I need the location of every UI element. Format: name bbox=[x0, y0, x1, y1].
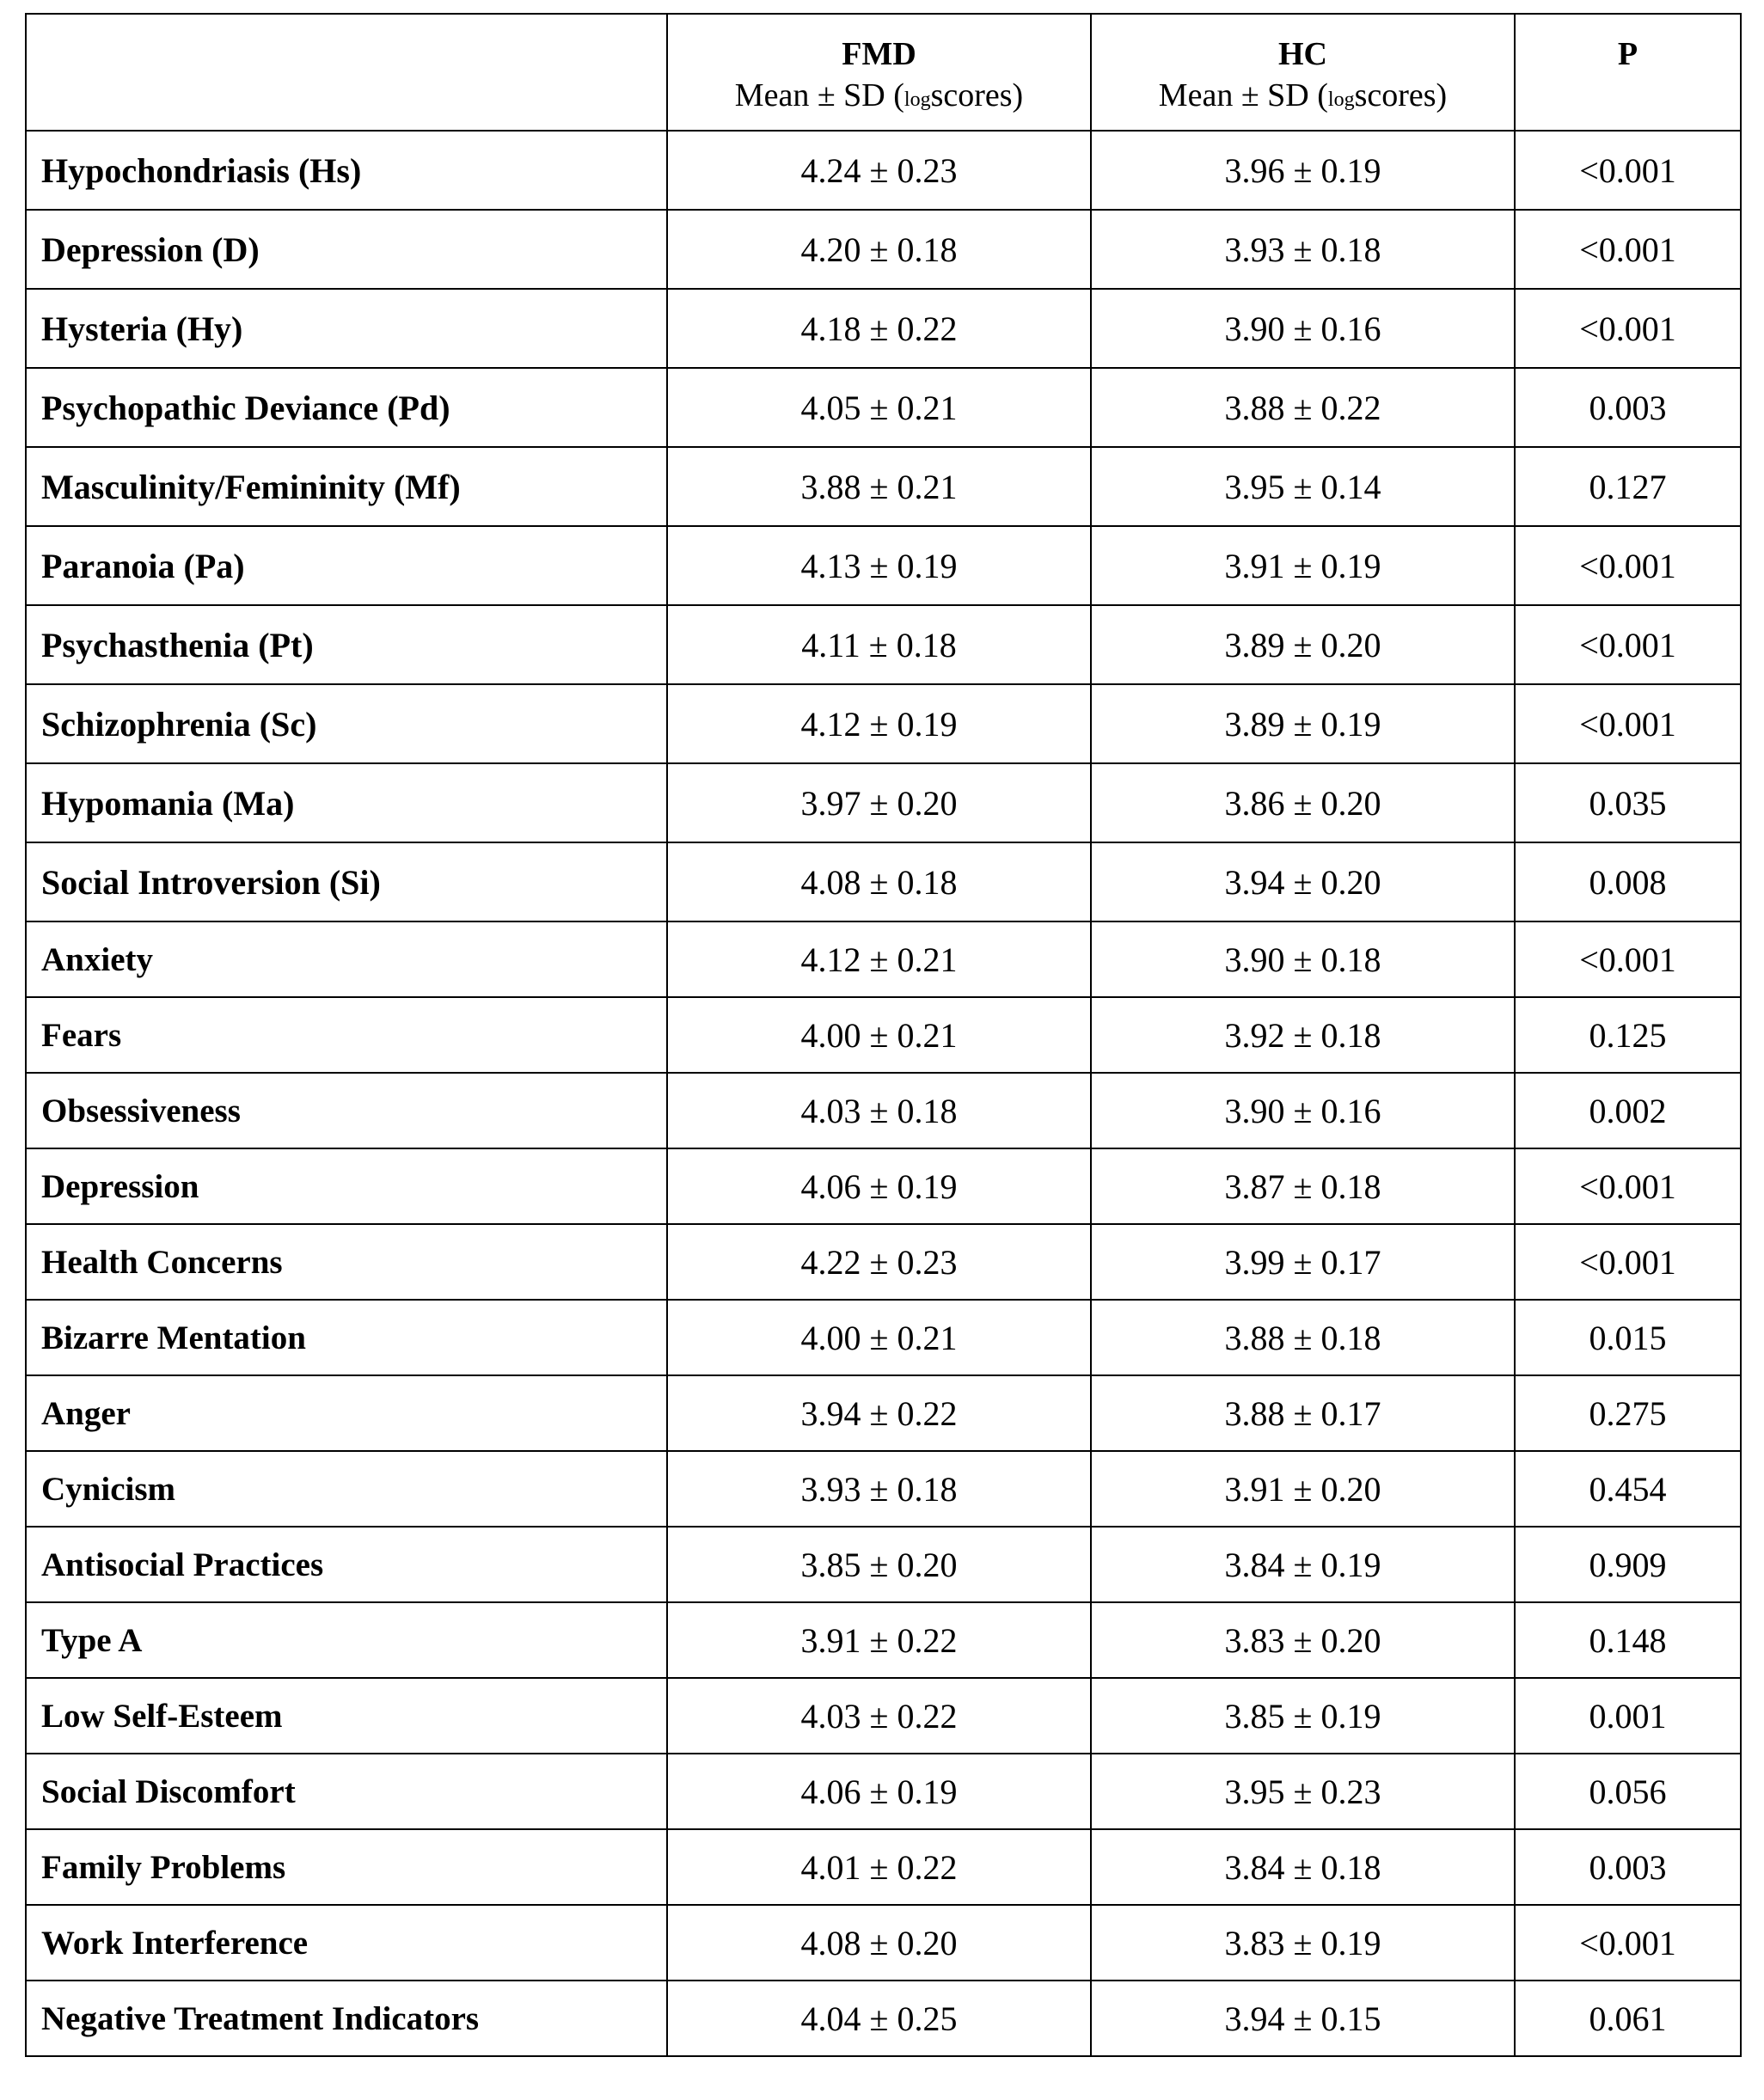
scale-name: Anxiety bbox=[26, 921, 667, 997]
fmd-value: 4.20 ± 0.18 bbox=[667, 210, 1091, 289]
header-p-title: P bbox=[1617, 36, 1638, 72]
p-value: 0.148 bbox=[1515, 1602, 1741, 1678]
hc-value: 3.85 ± 0.19 bbox=[1091, 1678, 1515, 1754]
p-value: 0.275 bbox=[1515, 1375, 1741, 1451]
results-table bbox=[25, 13, 1742, 2057]
table-row bbox=[26, 1375, 1741, 1451]
scale-name: Type A bbox=[26, 1602, 667, 1678]
p-value: <0.001 bbox=[1515, 684, 1741, 763]
scale-name: Health Concerns bbox=[26, 1224, 667, 1300]
hc-value: 3.87 ± 0.18 bbox=[1091, 1148, 1515, 1224]
header-empty-cell bbox=[26, 14, 667, 131]
fmd-value: 3.93 ± 0.18 bbox=[667, 1451, 1091, 1527]
hc-value: 3.99 ± 0.17 bbox=[1091, 1224, 1515, 1300]
fmd-value: 4.18 ± 0.22 bbox=[667, 289, 1091, 368]
header-row bbox=[26, 14, 1741, 131]
hc-value: 3.89 ± 0.20 bbox=[1091, 605, 1515, 684]
fmd-value: 4.06 ± 0.19 bbox=[667, 1754, 1091, 1829]
fmd-value: 3.97 ± 0.20 bbox=[667, 763, 1091, 842]
header-fmd-subtitle: Mean ± SD (logscores) bbox=[734, 77, 1024, 113]
fmd-value: 4.01 ± 0.22 bbox=[667, 1829, 1091, 1905]
table-row bbox=[26, 1148, 1741, 1224]
table-row bbox=[26, 1073, 1741, 1148]
p-value: 0.002 bbox=[1515, 1073, 1741, 1148]
table-row bbox=[26, 1905, 1741, 1981]
p-value: 0.003 bbox=[1515, 1829, 1741, 1905]
scale-name: Low Self-Esteem bbox=[26, 1678, 667, 1754]
table-row bbox=[26, 763, 1741, 842]
hc-value: 3.91 ± 0.20 bbox=[1091, 1451, 1515, 1527]
scale-name: Work Interference bbox=[26, 1905, 667, 1981]
table-row bbox=[26, 1602, 1741, 1678]
scale-name: Hysteria (Hy) bbox=[26, 289, 667, 368]
table-row bbox=[26, 1300, 1741, 1375]
fmd-value: 4.06 ± 0.19 bbox=[667, 1148, 1091, 1224]
table-row bbox=[26, 997, 1741, 1073]
header-fmd bbox=[667, 14, 1091, 131]
header-p bbox=[1515, 14, 1741, 131]
scale-name: Masculinity/Femininity (Mf) bbox=[26, 447, 667, 526]
scale-name: Psychasthenia (Pt) bbox=[26, 605, 667, 684]
table-row bbox=[26, 368, 1741, 447]
fmd-value: 4.04 ± 0.25 bbox=[667, 1981, 1091, 2056]
scale-name: Depression bbox=[26, 1148, 667, 1224]
table-row bbox=[26, 1981, 1741, 2056]
fmd-value: 3.94 ± 0.22 bbox=[667, 1375, 1091, 1451]
hc-value: 3.90 ± 0.18 bbox=[1091, 921, 1515, 997]
table-row bbox=[26, 605, 1741, 684]
table-row bbox=[26, 1451, 1741, 1527]
fmd-value: 3.91 ± 0.22 bbox=[667, 1602, 1091, 1678]
table-row bbox=[26, 289, 1741, 368]
table-row bbox=[26, 131, 1741, 210]
p-value: 0.061 bbox=[1515, 1981, 1741, 2056]
fmd-value: 4.11 ± 0.18 bbox=[667, 605, 1091, 684]
scale-name: Depression (D) bbox=[26, 210, 667, 289]
hc-value: 3.91 ± 0.19 bbox=[1091, 526, 1515, 605]
scale-name: Bizarre Mentation bbox=[26, 1300, 667, 1375]
table-row bbox=[26, 526, 1741, 605]
table-row bbox=[26, 684, 1741, 763]
fmd-value: 3.85 ± 0.20 bbox=[667, 1527, 1091, 1602]
hc-value: 3.92 ± 0.18 bbox=[1091, 997, 1515, 1073]
hc-value: 3.90 ± 0.16 bbox=[1091, 289, 1515, 368]
p-value: <0.001 bbox=[1515, 1148, 1741, 1224]
header-hc-subtitle: Mean ± SD (logscores) bbox=[1158, 77, 1448, 113]
fmd-value: 3.88 ± 0.21 bbox=[667, 447, 1091, 526]
header-hc bbox=[1091, 14, 1515, 131]
p-value: 0.008 bbox=[1515, 842, 1741, 921]
scale-name: Anger bbox=[26, 1375, 667, 1451]
hc-value: 3.86 ± 0.20 bbox=[1091, 763, 1515, 842]
hc-value: 3.96 ± 0.19 bbox=[1091, 131, 1515, 210]
table-row bbox=[26, 921, 1741, 997]
hc-value: 3.88 ± 0.18 bbox=[1091, 1300, 1515, 1375]
hc-value: 3.83 ± 0.19 bbox=[1091, 1905, 1515, 1981]
scale-name: Paranoia (Pa) bbox=[26, 526, 667, 605]
fmd-value: 4.08 ± 0.20 bbox=[667, 1905, 1091, 1981]
header-hc-title: HC bbox=[1278, 36, 1327, 72]
scale-name: Negative Treatment Indicators bbox=[26, 1981, 667, 2056]
scale-name: Family Problems bbox=[26, 1829, 667, 1905]
p-value: 0.001 bbox=[1515, 1678, 1741, 1754]
p-value: 0.015 bbox=[1515, 1300, 1741, 1375]
hc-value: 3.90 ± 0.16 bbox=[1091, 1073, 1515, 1148]
p-value: <0.001 bbox=[1515, 605, 1741, 684]
fmd-value: 4.05 ± 0.21 bbox=[667, 368, 1091, 447]
p-value: <0.001 bbox=[1515, 289, 1741, 368]
p-value: 0.035 bbox=[1515, 763, 1741, 842]
scale-name: Psychopathic Deviance (Pd) bbox=[26, 368, 667, 447]
hc-value: 3.95 ± 0.14 bbox=[1091, 447, 1515, 526]
hc-value: 3.95 ± 0.23 bbox=[1091, 1754, 1515, 1829]
scale-name: Hypomania (Ma) bbox=[26, 763, 667, 842]
fmd-value: 4.03 ± 0.18 bbox=[667, 1073, 1091, 1148]
hc-value: 3.83 ± 0.20 bbox=[1091, 1602, 1515, 1678]
fmd-value: 4.12 ± 0.19 bbox=[667, 684, 1091, 763]
scale-name: Social Discomfort bbox=[26, 1754, 667, 1829]
scale-name: Hypochondriasis (Hs) bbox=[26, 131, 667, 210]
table-row bbox=[26, 1224, 1741, 1300]
fmd-value: 4.00 ± 0.21 bbox=[667, 997, 1091, 1073]
table-row bbox=[26, 842, 1741, 921]
scale-name: Social Introversion (Si) bbox=[26, 842, 667, 921]
hc-value: 3.94 ± 0.15 bbox=[1091, 1981, 1515, 2056]
p-value: <0.001 bbox=[1515, 1224, 1741, 1300]
hc-value: 3.88 ± 0.22 bbox=[1091, 368, 1515, 447]
p-value: <0.001 bbox=[1515, 131, 1741, 210]
hc-value: 3.89 ± 0.19 bbox=[1091, 684, 1515, 763]
fmd-value: 4.12 ± 0.21 bbox=[667, 921, 1091, 997]
hc-value: 3.84 ± 0.19 bbox=[1091, 1527, 1515, 1602]
p-value: <0.001 bbox=[1515, 921, 1741, 997]
fmd-value: 4.00 ± 0.21 bbox=[667, 1300, 1091, 1375]
hc-value: 3.94 ± 0.20 bbox=[1091, 842, 1515, 921]
table-row bbox=[26, 210, 1741, 289]
p-value: <0.001 bbox=[1515, 210, 1741, 289]
p-value: 0.909 bbox=[1515, 1527, 1741, 1602]
p-value: 0.003 bbox=[1515, 368, 1741, 447]
scale-name: Schizophrenia (Sc) bbox=[26, 684, 667, 763]
p-value: 0.056 bbox=[1515, 1754, 1741, 1829]
header-fmd-title: FMD bbox=[842, 36, 916, 72]
table-row bbox=[26, 447, 1741, 526]
p-value: 0.454 bbox=[1515, 1451, 1741, 1527]
p-value: 0.127 bbox=[1515, 447, 1741, 526]
fmd-value: 4.08 ± 0.18 bbox=[667, 842, 1091, 921]
hc-value: 3.88 ± 0.17 bbox=[1091, 1375, 1515, 1451]
scale-name: Cynicism bbox=[26, 1451, 667, 1527]
fmd-value: 4.13 ± 0.19 bbox=[667, 526, 1091, 605]
table-row bbox=[26, 1754, 1741, 1829]
table-row bbox=[26, 1678, 1741, 1754]
scale-name: Obsessiveness bbox=[26, 1073, 667, 1148]
fmd-value: 4.22 ± 0.23 bbox=[667, 1224, 1091, 1300]
table-row bbox=[26, 1527, 1741, 1602]
fmd-value: 4.03 ± 0.22 bbox=[667, 1678, 1091, 1754]
p-value: 0.125 bbox=[1515, 997, 1741, 1073]
scale-name: Antisocial Practices bbox=[26, 1527, 667, 1602]
fmd-value: 4.24 ± 0.23 bbox=[667, 131, 1091, 210]
p-value: <0.001 bbox=[1515, 526, 1741, 605]
hc-value: 3.93 ± 0.18 bbox=[1091, 210, 1515, 289]
hc-value: 3.84 ± 0.18 bbox=[1091, 1829, 1515, 1905]
table-row bbox=[26, 1829, 1741, 1905]
scale-name: Fears bbox=[26, 997, 667, 1073]
p-value: <0.001 bbox=[1515, 1905, 1741, 1981]
